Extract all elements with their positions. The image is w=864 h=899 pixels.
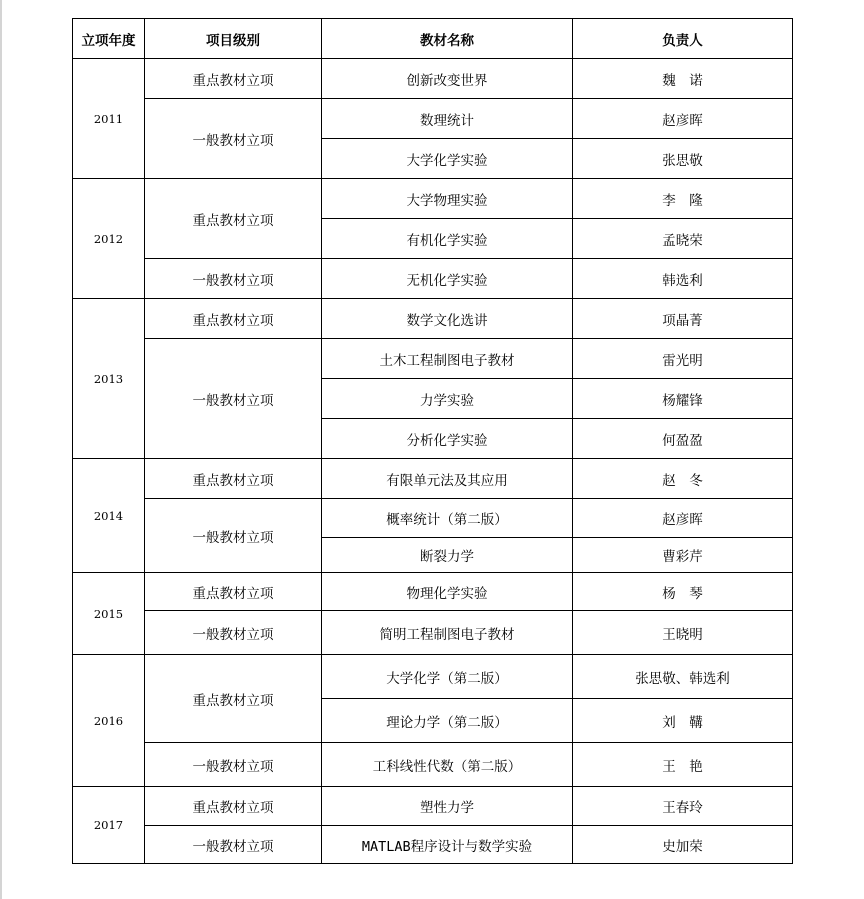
header-person: 负责人 [573, 19, 793, 59]
title-cell: 大学物理实验 [322, 179, 573, 219]
person-cell: 刘 鞲 [573, 699, 793, 743]
level-cell: 重点教材立项 [145, 655, 322, 743]
year-cell: 2011 [73, 59, 145, 179]
title-cell: 数理统计 [322, 99, 573, 139]
level-cell: 一般教材立项 [145, 99, 322, 179]
title-cell: MATLAB程序设计与数学实验 [322, 826, 573, 864]
person-cell: 赵 冬 [573, 459, 793, 499]
table-row [73, 499, 793, 538]
title-cell: 简明工程制图电子教材 [322, 611, 573, 655]
table-row [73, 99, 793, 139]
title-cell: 概率统计（第二版） [322, 499, 573, 538]
person-cell: 史加荣 [573, 826, 793, 864]
table-row [73, 299, 793, 339]
person-cell: 韩选利 [573, 259, 793, 299]
person-cell: 张思敬 [573, 139, 793, 179]
person-cell: 赵彦晖 [573, 499, 793, 538]
title-cell: 分析化学实验 [322, 419, 573, 459]
year-cell: 2014 [73, 459, 145, 573]
person-cell: 魏 诺 [573, 59, 793, 99]
person-cell: 王 艳 [573, 743, 793, 787]
level-cell: 一般教材立项 [145, 339, 322, 459]
title-cell: 有限单元法及其应用 [322, 459, 573, 499]
table-row [73, 743, 793, 787]
person-cell: 杨 琴 [573, 573, 793, 611]
year-cell: 2016 [73, 655, 145, 787]
level-cell: 重点教材立项 [145, 179, 322, 259]
title-cell: 理论力学（第二版） [322, 699, 573, 743]
level-cell: 一般教材立项 [145, 611, 322, 655]
level-cell: 重点教材立项 [145, 573, 322, 611]
title-cell: 土木工程制图电子教材 [322, 339, 573, 379]
textbook-project-table [72, 18, 793, 864]
title-cell: 创新改变世界 [322, 59, 573, 99]
person-cell: 王晓明 [573, 611, 793, 655]
person-cell: 李 隆 [573, 179, 793, 219]
table-row [73, 655, 793, 699]
title-cell: 断裂力学 [322, 538, 573, 573]
table-row [73, 787, 793, 826]
header-row [73, 19, 793, 59]
person-cell: 赵彦晖 [573, 99, 793, 139]
person-cell: 王春玲 [573, 787, 793, 826]
year-cell: 2015 [73, 573, 145, 655]
title-cell: 有机化学实验 [322, 219, 573, 259]
level-cell: 重点教材立项 [145, 59, 322, 99]
table-row [73, 611, 793, 655]
level-cell: 一般教材立项 [145, 743, 322, 787]
level-cell: 重点教材立项 [145, 459, 322, 499]
table-row [73, 259, 793, 299]
person-cell: 项晶菁 [573, 299, 793, 339]
table-row [73, 59, 793, 99]
person-cell: 孟晓荣 [573, 219, 793, 259]
header-year: 立项年度 [73, 19, 145, 59]
title-cell: 工科线性代数（第二版） [322, 743, 573, 787]
level-cell: 一般教材立项 [145, 826, 322, 864]
header-level: 项目级别 [145, 19, 322, 59]
level-cell: 一般教材立项 [145, 259, 322, 299]
level-cell: 重点教材立项 [145, 787, 322, 826]
level-cell: 重点教材立项 [145, 299, 322, 339]
title-cell: 数学文化选讲 [322, 299, 573, 339]
person-cell: 何盈盈 [573, 419, 793, 459]
year-cell: 2013 [73, 299, 145, 459]
year-cell: 2012 [73, 179, 145, 299]
table-row [73, 459, 793, 499]
table-row [73, 826, 793, 864]
title-cell: 塑性力学 [322, 787, 573, 826]
window-left-edge [0, 0, 2, 899]
table-row [73, 339, 793, 379]
title-cell: 大学化学实验 [322, 139, 573, 179]
title-cell: 力学实验 [322, 379, 573, 419]
person-cell: 杨耀锋 [573, 379, 793, 419]
title-cell: 无机化学实验 [322, 259, 573, 299]
year-cell: 2017 [73, 787, 145, 864]
level-cell: 一般教材立项 [145, 499, 322, 573]
person-cell: 雷光明 [573, 339, 793, 379]
title-cell: 大学化学（第二版） [322, 655, 573, 699]
person-cell: 曹彩芹 [573, 538, 793, 573]
table-row [73, 573, 793, 611]
header-title: 教材名称 [322, 19, 573, 59]
title-cell: 物理化学实验 [322, 573, 573, 611]
table-row [73, 179, 793, 219]
person-cell: 张思敬、韩选利 [573, 655, 793, 699]
